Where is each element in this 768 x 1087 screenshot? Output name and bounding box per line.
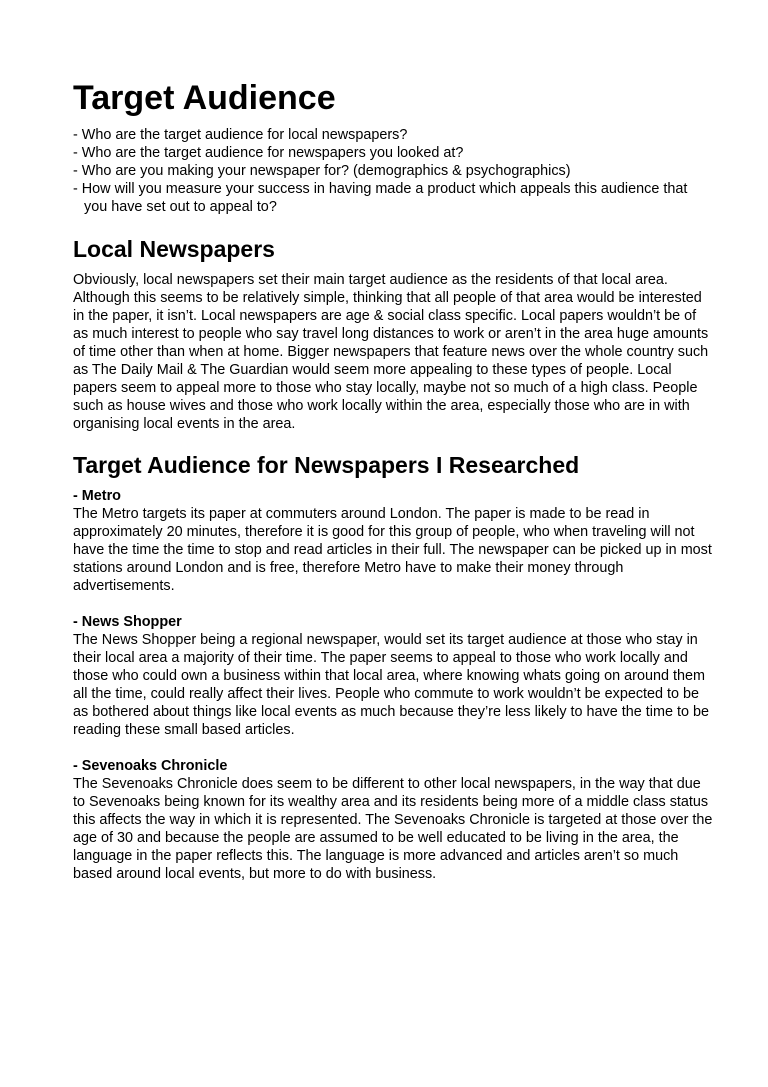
paper-name: - Metro [73,488,121,504]
paper-section-sevenoaks-chronicle [73,757,713,883]
paper-description: The News Shopper being a regional newspaper, would set its target audience at those who stay in their local area a majority of their time. The paper seems to appeal to those who work locally and those who could own a business within that local area, where knowing whats going on around them all the time, could really affect their lives. People who commute to work wouldn’t be expected to be as bothered about things like local events as much because they’re less likely to have the time to be reading these small based articles. [73,632,709,738]
question-item: - Who are you making your newspaper for? (demographics & psychographics) [73,163,571,179]
paper-section-metro [73,487,713,595]
paper-name: - Sevenoaks Chronicle [73,758,228,774]
question-item: - How will you measure your success in having made a product which appeals this audience that you have set out to appeal to? [73,181,688,215]
question-item: - Who are the target audience for newspapers you looked at? [73,145,464,161]
paper-section-news-shopper [73,613,713,739]
page-title: Target Audience [73,79,336,117]
local-newspapers-heading: Local Newspapers [73,236,275,262]
paper-description: The Sevenoaks Chronicle does seem to be different to other local newspapers, in the way that due to Sevenoaks being known for its wealthy area and its residents being more of a middle class status this affects the way in which it is represented. The Sevenoaks Chronicle is targeted at those over the age of 30 and because the people are assumed to be well educated to be living in the area, the language in the paper reflects this. The language is more advanced and articles aren’t so much based around local events, but more to do with business. [73,776,713,882]
document-page [73,78,713,901]
question-item: - Who are the target audience for local newspapers? [73,127,408,143]
paper-name: - News Shopper [73,614,182,630]
question-list [73,126,713,216]
researched-newspapers-heading: Target Audience for Newspapers I Researched [73,452,580,478]
local-newspapers-paragraph: Obviously, local newspapers set their main target audience as the residents of that local area. Although this seems to be relatively simple, thinking that all people of that area would be interested in the paper, it isn’t. Local newspapers are age & social class specific. Local papers wouldn’t be of as much interest to people who say travel long distances to work or aren’t in the area huge amounts of time other than when at home. Bigger newspapers that feature news over the whole country such as The Daily Mail & The Guardian would seem more appealing to these types of people. Local papers seem to appeal more to those who stay locally, maybe not so much of a high class. People such as house wives and those who work locally within the area, especially those who are in with organising local events in the area. [73,272,709,432]
paper-description: The Metro targets its paper at commuters around London. The paper is made to be read in approximately 20 minutes, therefore it is good for this group of people, who when traveling will not have the time the time to stop and read articles in their full. The newspaper can be picked up in most stations around London and is free, therefore Metro have to make their money through advertisements. [73,506,712,594]
